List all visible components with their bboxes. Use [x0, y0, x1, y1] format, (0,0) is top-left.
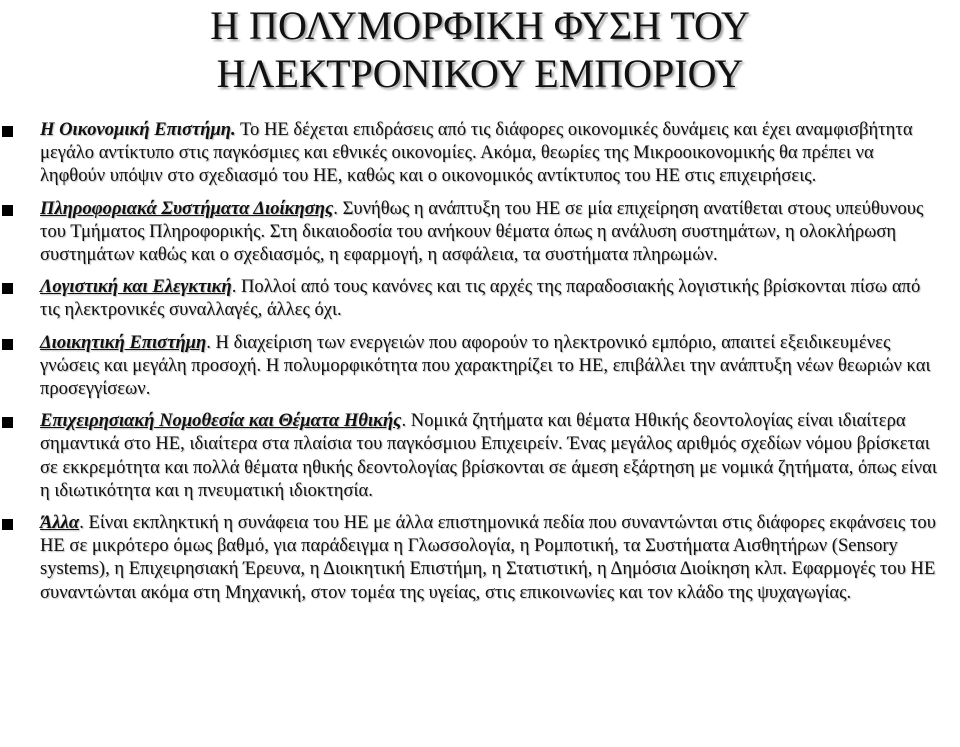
item-heading: Λογιστική και Ελεγκτική: [40, 276, 232, 298]
item-text: . Είναι εκπληκτική η συνάφεια του ΗΕ με άλλα επιστημονικά πεδία που συναντώνται στις διάφορες εκφάνσεις του ΗΕ σε μικρότερο όμως βαθμό, για παράδειγμα η Γλωσσολογία, η Ρομποτική, τα Συστήματα Αισθητήρων (Sensory systems), η Επιχειρησιακή Έρευνα, η Διοικητική Επιστήμη, η Στατιστική, η Δημόσια Διοίκηση κλπ. Εφαρμογές του ΗΕ συναντώνται ακόμα στη Μηχανική, στον τομέα της υγείας, στις επικοινωνίες και τον κλάδο της ψυχαγωγίας.: [40, 512, 936, 603]
item-text: . Νομικά ζητήματα και θέματα Ηθικής δεοντολογίας είναι ιδιαίτερα σημαντικά στο ΗΕ, ιδιαίτερα στα πλαίσια του παγκόσμιου Επιχειρείν. Ένας μεγάλος αριθμός σχεδίων νόμου βρίσκεται σε εκκρεμότητα και πολλά θέματα ηθικής δεοντολογίας βρίσκονται σε άμεση εξάρτηση με νομικά ζητήματα, όπως είναι η ιδιωτικότητα και η πνευματική ιδιοκτησία.: [40, 410, 937, 501]
square-bullet-icon: [2, 417, 13, 428]
title-line-2: ΗΛΕΚΤΡΟΝΙΚΟΥ ΕΜΠΟΡΙΟΥ: [216, 51, 744, 96]
item-heading: Επιχειρησιακή Νομοθεσία και Θέματα Ηθικής: [40, 410, 402, 432]
item-heading: Διοικητική Επιστήμη: [40, 331, 207, 353]
square-bullet-icon: [2, 126, 13, 137]
item-heading: Η Οικονομική Επιστήμη.: [40, 119, 236, 140]
bullet-list: [0, 118, 960, 613]
bullet-item-law-ethics: [0, 409, 960, 502]
bullet-item-accounting: [0, 275, 960, 321]
bullet-item-management-science: [0, 331, 960, 401]
bullet-item-other: [0, 511, 960, 604]
item-text: Το ΗΕ δέχεται επιδράσεις από τις διάφορες οικονομικές δυνάμεις και έχει αναμφισβήτητα μεγάλο αντίκτυπο στις παγκόσμιες και εθνικές οικονομίες. Ακόμα, θεωρίες της Μικροοικονομικής θα πρέπει να ληφθούν υπόψιν στο σχεδιασμό του ΗΕ, καθώς και ο οικονομικός αντίκτυπος του ΗΕ στις επιχειρήσεις.: [40, 119, 913, 187]
slide-title: [0, 2, 960, 98]
square-bullet-icon: [2, 283, 13, 294]
item-text: . Συνήθως η ανάπτυξη του ΗΕ σε μία επιχείρηση ανατίθεται στους υπεύθυνους του Τμήματος Πληροφορικής. Στη δικαιοδοσία του ανήκουν θέματα όπως η ανάλυση συστημάτων, η ολοκλήρωση συστημάτων καθώς και ο σχεδιασμός, η εφαρμογή, η ασφάλεια, τα συστήματα πληρωμών.: [40, 197, 924, 266]
title-line-1: Η ΠΟΛΥΜΟΡΦΙΚΗ ΦΥΣΗ ΤΟΥ: [210, 3, 750, 48]
square-bullet-icon: [2, 339, 13, 350]
item-text: . Η διαχείριση των ενεργειών που αφορούν το ηλεκτρονικό εμπόριο, απαιτεί εξειδικευμένες γνώσεις και μεγάλη προσοχή. Η πολυμορφικότητα που χαρακτηρίζει το ΗΕ, επιβάλλει την ανάπτυξη νέων θεωριών και προσεγγίσεων.: [40, 331, 931, 400]
square-bullet-icon: [2, 519, 13, 530]
bullet-item-information-systems: [0, 197, 960, 267]
square-bullet-icon: [2, 205, 13, 216]
item-heading: Πληροφοριακά Συστήματα Διοίκησης: [40, 197, 334, 219]
item-text: . Πολλοί από τους κανόνες και τις αρχές της παραδοσιακής λογιστικής βρίσκονται πίσω από τις ηλεκτρονικές συναλλαγές, άλλες όχι.: [40, 276, 921, 321]
bullet-item-economics: [0, 118, 960, 188]
item-heading: Άλλα: [40, 512, 80, 534]
